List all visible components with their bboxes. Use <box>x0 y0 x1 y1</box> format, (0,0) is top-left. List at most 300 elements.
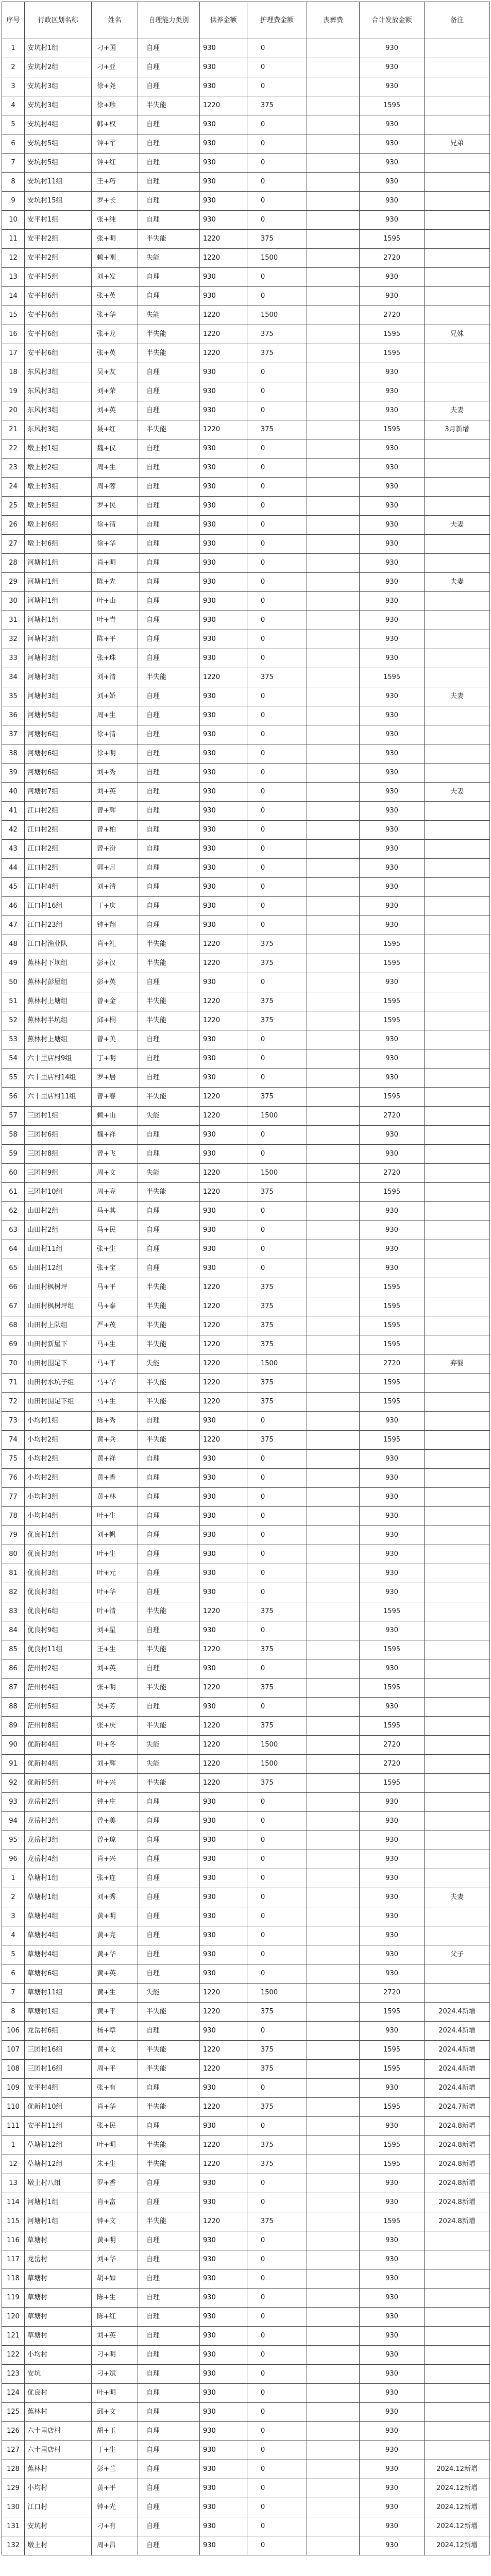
table-row <box>2 2441 490 2460</box>
cell-self-care-category: 自理 <box>138 725 200 744</box>
cell-funeral-fee <box>307 2289 360 2308</box>
cell-total-amount: 2720 <box>360 1354 425 1374</box>
table-row <box>2 973 490 992</box>
cell-funeral-fee <box>307 363 360 382</box>
cell-region: 草塘村 <box>25 2289 92 2308</box>
table-row <box>2 1488 490 1507</box>
table-row <box>2 1183 490 1202</box>
cell-funeral-fee <box>307 1850 360 1869</box>
cell-total-amount: 930 <box>360 1507 425 1526</box>
cell-self-care-category: 半失能 <box>138 96 200 115</box>
cell-name: 张+英 <box>92 287 138 306</box>
cell-remarks <box>425 77 490 96</box>
cell-index: 126 <box>2 2422 25 2441</box>
cell-self-care-category: 自理 <box>138 2289 200 2308</box>
table-row <box>2 630 490 649</box>
cell-support-amount: 930 <box>200 878 247 897</box>
cell-support-amount: 1220 <box>200 1679 247 1698</box>
cell-care-fee: 0 <box>247 2517 307 2536</box>
cell-funeral-fee <box>307 306 360 325</box>
cell-name: 黄+文 <box>92 2041 138 2060</box>
column-header-support-amount: 供养金额 <box>200 2 247 39</box>
cell-name: 张+英 <box>92 344 138 363</box>
cell-funeral-fee <box>307 1049 360 1069</box>
cell-self-care-category: 失能 <box>138 1354 200 1374</box>
cell-index: 36 <box>2 706 25 725</box>
cell-support-amount: 930 <box>200 687 247 706</box>
cell-remarks <box>425 2327 490 2346</box>
cell-region: 山田村新屋下 <box>25 1335 92 1354</box>
cell-remarks <box>425 306 490 325</box>
cell-region: 优新村10组 <box>25 2098 92 2117</box>
cell-care-fee: 0 <box>247 859 307 878</box>
cell-funeral-fee <box>307 1126 360 1145</box>
cell-index: 58 <box>2 1126 25 1145</box>
cell-name: 马+平 <box>92 1278 138 1297</box>
cell-index: 93 <box>2 1793 25 1812</box>
cell-remarks <box>425 1049 490 1069</box>
cell-index: 55 <box>2 1069 25 1088</box>
cell-care-fee: 0 <box>247 1964 307 1984</box>
cell-remarks: 2024.4新增 <box>425 2041 490 2060</box>
cell-self-care-category: 半失能 <box>138 1316 200 1335</box>
cell-total-amount: 930 <box>360 973 425 992</box>
cell-name: 刘+清 <box>92 878 138 897</box>
cell-remarks <box>425 1659 490 1679</box>
cell-name: 罗+长 <box>92 192 138 211</box>
cell-support-amount: 930 <box>200 706 247 725</box>
cell-care-fee: 0 <box>247 516 307 535</box>
cell-region: 优良村6组 <box>25 1602 92 1621</box>
cell-care-fee: 0 <box>247 1812 307 1831</box>
cell-care-fee: 0 <box>247 1145 307 1164</box>
cell-care-fee: 0 <box>247 1564 307 1583</box>
cell-support-amount: 930 <box>200 459 247 478</box>
cell-total-amount: 930 <box>360 1126 425 1145</box>
cell-name: 刘+英 <box>92 2327 138 2346</box>
cell-index: 27 <box>2 535 25 554</box>
cell-index: 57 <box>2 1107 25 1126</box>
cell-remarks: 兄妹 <box>425 325 490 344</box>
cell-support-amount: 1220 <box>200 420 247 439</box>
column-header-name: 姓名 <box>92 2 138 39</box>
cell-region: 河塘村5组 <box>25 706 92 725</box>
cell-index: 6 <box>2 1964 25 1984</box>
cell-index: 23 <box>2 459 25 478</box>
cell-care-fee: 375 <box>247 2098 307 2117</box>
cell-self-care-category: 半失能 <box>138 1640 200 1659</box>
cell-self-care-category: 自理 <box>138 134 200 154</box>
cell-self-care-category: 自理 <box>138 192 200 211</box>
cell-region: 龙岳村2组 <box>25 1793 92 1812</box>
cell-support-amount: 930 <box>200 1926 247 1945</box>
cell-remarks <box>425 1926 490 1945</box>
cell-self-care-category: 自理 <box>138 1545 200 1564</box>
cell-name: 马+生 <box>92 1335 138 1354</box>
cell-index: 83 <box>2 1602 25 1621</box>
cell-support-amount: 930 <box>200 58 247 77</box>
cell-support-amount: 930 <box>200 2422 247 2441</box>
cell-region: 龙岳村 <box>25 2250 92 2269</box>
cell-remarks <box>425 96 490 115</box>
cell-index: 70 <box>2 1354 25 1374</box>
cell-support-amount: 930 <box>200 611 247 630</box>
cell-total-amount: 1595 <box>360 1431 425 1450</box>
cell-care-fee: 0 <box>247 554 307 573</box>
cell-support-amount: 930 <box>200 497 247 516</box>
cell-total-amount: 930 <box>360 2460 425 2479</box>
table-row <box>2 916 490 935</box>
cell-region: 六十里店村11组 <box>25 1088 92 1107</box>
cell-self-care-category: 失能 <box>138 1107 200 1126</box>
cell-remarks <box>425 706 490 725</box>
cell-total-amount: 930 <box>360 2308 425 2327</box>
cell-region: 安坑村2组 <box>25 58 92 77</box>
table-row <box>2 764 490 783</box>
cell-support-amount: 930 <box>200 363 247 382</box>
cell-index: 119 <box>2 2289 25 2308</box>
cell-total-amount: 930 <box>360 2365 425 2384</box>
cell-self-care-category: 自理 <box>138 497 200 516</box>
cell-remarks: 2024.12新增 <box>425 2498 490 2517</box>
cell-support-amount: 930 <box>200 554 247 573</box>
cell-funeral-fee <box>307 1755 360 1774</box>
cell-funeral-fee <box>307 649 360 668</box>
cell-name: 徐+华 <box>92 535 138 554</box>
cell-index: 69 <box>2 1335 25 1354</box>
cell-region: 蕉林村彭屋组 <box>25 973 92 992</box>
cell-region: 安平村6组 <box>25 306 92 325</box>
cell-funeral-fee <box>307 821 360 840</box>
cell-remarks <box>425 1984 490 2003</box>
cell-remarks <box>425 115 490 134</box>
table-row <box>2 2079 490 2098</box>
cell-self-care-category: 自理 <box>138 211 200 230</box>
cell-index: 31 <box>2 611 25 630</box>
cell-region: 茫州村4组 <box>25 1679 92 1698</box>
cell-care-fee: 0 <box>247 58 307 77</box>
cell-name: 朱+生 <box>92 2155 138 2174</box>
cell-funeral-fee <box>307 1240 360 1259</box>
cell-name: 曾+美 <box>92 1030 138 1049</box>
cell-name: 曾+琼 <box>92 1831 138 1850</box>
cell-total-amount: 930 <box>360 1888 425 1907</box>
column-header-total-amount: 合计发放金额 <box>360 2 425 39</box>
cell-index: 72 <box>2 1393 25 1412</box>
cell-funeral-fee <box>307 2346 360 2365</box>
cell-care-fee: 0 <box>247 363 307 382</box>
cell-name: 徐+明 <box>92 744 138 764</box>
cell-total-amount: 1595 <box>360 1640 425 1659</box>
cell-self-care-category: 自理 <box>138 1869 200 1888</box>
cell-region: 山田村2组 <box>25 1221 92 1240</box>
cell-name: 赖+山 <box>92 1107 138 1126</box>
cell-care-fee: 0 <box>247 611 307 630</box>
table-row <box>2 2098 490 2117</box>
cell-name: 聂+红 <box>92 420 138 439</box>
cell-index: 38 <box>2 744 25 764</box>
column-header-funeral-fee: 丧葬费 <box>307 2 360 39</box>
cell-support-amount: 930 <box>200 1888 247 1907</box>
cell-self-care-category: 自理 <box>138 1488 200 1507</box>
cell-total-amount: 930 <box>360 2536 425 2555</box>
cell-self-care-category: 自理 <box>138 363 200 382</box>
cell-region: 茫州村2组 <box>25 1659 92 1679</box>
cell-index: 124 <box>2 2384 25 2403</box>
cell-self-care-category: 半失能 <box>138 325 200 344</box>
cell-care-fee: 0 <box>247 115 307 134</box>
cell-support-amount: 930 <box>200 1869 247 1888</box>
cell-total-amount: 930 <box>360 459 425 478</box>
cell-total-amount: 930 <box>360 173 425 192</box>
cell-index: 66 <box>2 1278 25 1297</box>
cell-self-care-category: 半失能 <box>138 1335 200 1354</box>
cell-self-care-category: 自理 <box>138 1126 200 1145</box>
cell-region: 墩上村1组 <box>25 439 92 459</box>
cell-region: 安平村6组 <box>25 325 92 344</box>
table-row <box>2 802 490 821</box>
cell-region: 三团村10组 <box>25 1183 92 1202</box>
cell-name: 黄+祥 <box>92 1450 138 1469</box>
cell-funeral-fee <box>307 58 360 77</box>
cell-name: 刘+华 <box>92 2250 138 2269</box>
cell-funeral-fee <box>307 268 360 287</box>
cell-name: 刘+帆 <box>92 1526 138 1545</box>
cell-name: 钟+军 <box>92 134 138 154</box>
cell-remarks <box>425 249 490 268</box>
cell-region: 墩上村5组 <box>25 497 92 516</box>
cell-remarks <box>425 1393 490 1412</box>
cell-self-care-category: 半失能 <box>138 1183 200 1202</box>
cell-total-amount: 930 <box>360 115 425 134</box>
cell-funeral-fee <box>307 1793 360 1812</box>
cell-care-fee: 0 <box>247 2460 307 2479</box>
cell-support-amount: 930 <box>200 1145 247 1164</box>
cell-index: 8 <box>2 2003 25 2022</box>
cell-self-care-category: 自理 <box>138 1888 200 1907</box>
cell-remarks <box>425 58 490 77</box>
cell-name: 魏+仪 <box>92 439 138 459</box>
cell-care-fee: 0 <box>247 973 307 992</box>
cell-remarks <box>425 935 490 954</box>
cell-name: 邱+文 <box>92 2403 138 2422</box>
column-header-region: 行政区划名称 <box>25 2 92 39</box>
cell-region: 优良村3组 <box>25 1583 92 1602</box>
cell-index: 78 <box>2 1507 25 1526</box>
cell-total-amount: 1595 <box>360 2041 425 2060</box>
table-row <box>2 2479 490 2498</box>
cell-total-amount: 930 <box>360 592 425 611</box>
cell-total-amount: 1595 <box>360 668 425 687</box>
cell-index: 125 <box>2 2403 25 2422</box>
cell-care-fee: 375 <box>247 1088 307 1107</box>
cell-support-amount: 1220 <box>200 935 247 954</box>
cell-remarks <box>425 954 490 973</box>
cell-name: 刁+国 <box>92 39 138 58</box>
cell-self-care-category: 自理 <box>138 1221 200 1240</box>
cell-total-amount: 1595 <box>360 1297 425 1316</box>
cell-total-amount: 930 <box>360 2384 425 2403</box>
cell-region: 三团村1组 <box>25 1107 92 1126</box>
cell-care-fee: 0 <box>247 1069 307 1088</box>
cell-remarks: 夫妻 <box>425 687 490 706</box>
table-row <box>2 516 490 535</box>
cell-region: 草塘村4组 <box>25 1926 92 1945</box>
cell-care-fee: 0 <box>247 1259 307 1278</box>
cell-self-care-category: 自理 <box>138 1621 200 1640</box>
cell-region: 山田村围足下 <box>25 1354 92 1374</box>
cell-region: 优良村11组 <box>25 1640 92 1659</box>
cell-funeral-fee <box>307 1354 360 1374</box>
cell-index: 129 <box>2 2479 25 2498</box>
cell-self-care-category: 半失能 <box>138 1297 200 1316</box>
cell-total-amount: 930 <box>360 859 425 878</box>
cell-total-amount: 930 <box>360 2517 425 2536</box>
cell-total-amount: 930 <box>360 2403 425 2422</box>
cell-name: 陈+生 <box>92 2289 138 2308</box>
cell-funeral-fee <box>307 1183 360 1202</box>
cell-remarks <box>425 459 490 478</box>
cell-remarks: 2024.8新增 <box>425 2174 490 2193</box>
cell-region: 六十里店村 <box>25 2422 92 2441</box>
cell-funeral-fee <box>307 2231 360 2250</box>
cell-index: 130 <box>2 2498 25 2517</box>
table-row <box>2 1221 490 1240</box>
cell-care-fee: 0 <box>247 840 307 859</box>
cell-support-amount: 930 <box>200 1507 247 1526</box>
cell-support-amount: 1220 <box>200 325 247 344</box>
cell-index: 7 <box>2 154 25 173</box>
cell-self-care-category: 半失能 <box>138 2136 200 2155</box>
cell-index: 24 <box>2 478 25 497</box>
cell-total-amount: 930 <box>360 706 425 725</box>
cell-name: 叶+明 <box>92 2384 138 2403</box>
cell-funeral-fee <box>307 935 360 954</box>
cell-remarks <box>425 173 490 192</box>
cell-remarks <box>425 1335 490 1354</box>
cell-name: 陈+红 <box>92 2308 138 2327</box>
cell-support-amount: 930 <box>200 1545 247 1564</box>
table-row <box>2 1107 490 1126</box>
cell-name: 彭+汉 <box>92 954 138 973</box>
cell-self-care-category: 自理 <box>138 840 200 859</box>
cell-self-care-category: 失能 <box>138 1736 200 1755</box>
cell-remarks <box>425 1583 490 1602</box>
cell-index: 121 <box>2 2327 25 2346</box>
cell-name: 叶+生 <box>92 1507 138 1526</box>
cell-total-amount: 1595 <box>360 1717 425 1736</box>
cell-index: 21 <box>2 420 25 439</box>
cell-total-amount: 930 <box>360 649 425 668</box>
cell-support-amount: 1220 <box>200 1316 247 1335</box>
cell-care-fee: 375 <box>247 420 307 439</box>
cell-total-amount: 2720 <box>360 306 425 325</box>
cell-index: 111 <box>2 2117 25 2136</box>
cell-total-amount: 930 <box>360 535 425 554</box>
table-row <box>2 1450 490 1469</box>
cell-total-amount: 930 <box>360 821 425 840</box>
table-row <box>2 96 490 115</box>
cell-total-amount: 930 <box>360 134 425 154</box>
table-row <box>2 306 490 325</box>
cell-funeral-fee <box>307 1602 360 1621</box>
cell-index: 118 <box>2 2269 25 2289</box>
cell-care-fee: 0 <box>247 630 307 649</box>
cell-region: 山田村上队组 <box>25 1316 92 1335</box>
cell-remarks <box>425 344 490 363</box>
cell-funeral-fee <box>307 1907 360 1926</box>
cell-name: 黄+英 <box>92 1964 138 1984</box>
cell-total-amount: 1595 <box>360 1011 425 1030</box>
cell-support-amount: 930 <box>200 173 247 192</box>
cell-remarks <box>425 821 490 840</box>
cell-region: 草塘村 <box>25 2269 92 2289</box>
cell-support-amount: 930 <box>200 1259 247 1278</box>
cell-total-amount: 2720 <box>360 1164 425 1183</box>
cell-name: 王+生 <box>92 1640 138 1659</box>
cell-self-care-category: 半失能 <box>138 1431 200 1450</box>
cell-remarks <box>425 1183 490 1202</box>
cell-name: 陈+秀 <box>92 1412 138 1431</box>
cell-remarks <box>425 897 490 916</box>
cell-total-amount: 930 <box>360 1240 425 1259</box>
cell-funeral-fee <box>307 1869 360 1888</box>
table-row <box>2 497 490 516</box>
cell-remarks <box>425 668 490 687</box>
cell-care-fee: 0 <box>247 916 307 935</box>
cell-funeral-fee <box>307 764 360 783</box>
cell-name: 肖+兴 <box>92 1850 138 1869</box>
cell-remarks <box>425 1488 490 1507</box>
table-row <box>2 115 490 134</box>
cell-care-fee: 0 <box>247 459 307 478</box>
cell-index: 117 <box>2 2250 25 2269</box>
table-row <box>2 1011 490 1030</box>
cell-index: 8 <box>2 173 25 192</box>
table-row <box>2 1926 490 1945</box>
cell-name: 曾+汾 <box>92 840 138 859</box>
cell-name: 徐+清 <box>92 725 138 744</box>
cell-funeral-fee <box>307 1335 360 1354</box>
cell-care-fee: 0 <box>247 878 307 897</box>
cell-support-amount: 930 <box>200 439 247 459</box>
cell-region: 优新村4组 <box>25 1755 92 1774</box>
table-row <box>2 1945 490 1964</box>
cell-funeral-fee <box>307 1831 360 1850</box>
cell-index: 116 <box>2 2231 25 2250</box>
cell-remarks <box>425 363 490 382</box>
cell-total-amount: 930 <box>360 1488 425 1507</box>
cell-index: 13 <box>2 2174 25 2193</box>
cell-support-amount: 930 <box>200 783 247 802</box>
cell-name: 张+明 <box>92 1679 138 1698</box>
cell-index: 13 <box>2 268 25 287</box>
cell-self-care-category: 自理 <box>138 439 200 459</box>
cell-name: 邱+桐 <box>92 1011 138 1030</box>
cell-care-fee: 375 <box>247 954 307 973</box>
cell-remarks: 2024.8新增 <box>425 2117 490 2136</box>
cell-support-amount: 930 <box>200 2536 247 2555</box>
cell-care-fee: 0 <box>247 744 307 764</box>
cell-self-care-category: 半失能 <box>138 668 200 687</box>
cell-total-amount: 1595 <box>360 420 425 439</box>
cell-self-care-category: 自理 <box>138 154 200 173</box>
cell-care-fee: 0 <box>247 2498 307 2517</box>
cell-total-amount: 930 <box>360 1926 425 1945</box>
cell-funeral-fee <box>307 249 360 268</box>
cell-remarks <box>425 1621 490 1640</box>
cell-total-amount: 930 <box>360 2346 425 2365</box>
